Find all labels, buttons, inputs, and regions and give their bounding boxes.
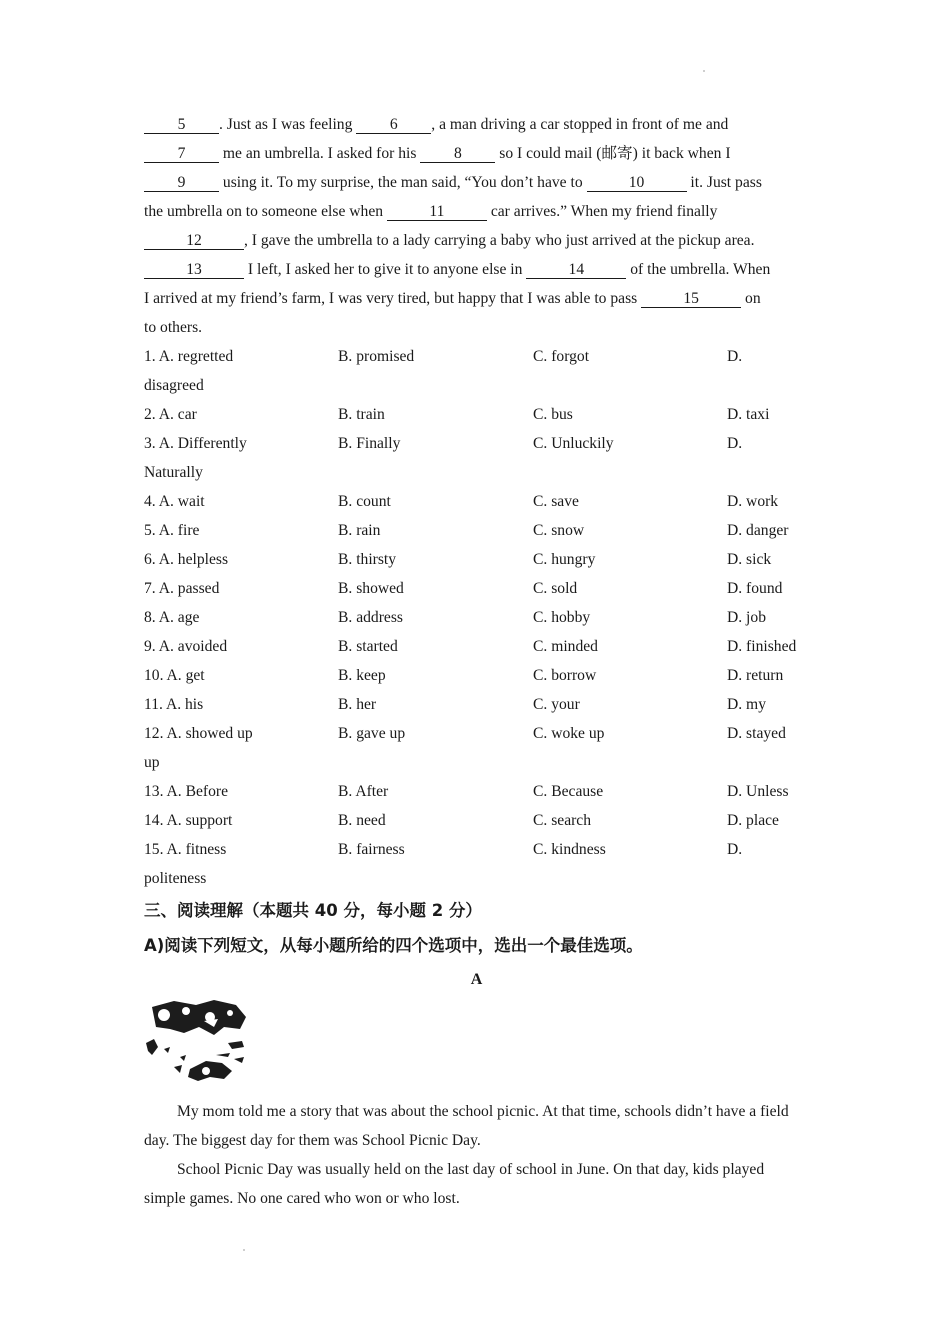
option-c: C. kindness	[533, 841, 606, 858]
blank-11: 11	[387, 204, 487, 221]
option-b: B. After	[338, 783, 389, 800]
passage-text: , a man driving a car stopped in front of me and	[431, 116, 729, 133]
question-row	[144, 487, 809, 516]
option-c: C. snow	[533, 522, 585, 539]
cloze-passage	[144, 110, 809, 342]
question-row	[144, 719, 809, 748]
option-b: B. address	[338, 609, 403, 626]
passage-text: on	[741, 290, 761, 307]
question-row	[144, 661, 809, 690]
option-a: 1. A. regretted	[144, 348, 234, 365]
option-d: D. return	[727, 667, 784, 684]
blank-5: 5	[144, 117, 219, 134]
option-a: 14. A. support	[144, 812, 233, 829]
passage-text: I arrived at my friend’s farm, I was very tired, but happy that I was able to pass	[144, 290, 642, 307]
passage-text: using it. To my surprise, the man said, “You don’t have to	[219, 174, 587, 191]
option-c: C. hungry	[533, 551, 596, 568]
blank-13: 13	[144, 262, 244, 279]
option-a: 2. A. car	[144, 406, 197, 423]
option-a: 10. A. get	[144, 667, 205, 684]
passage-line	[144, 168, 809, 197]
option-c: C. Unluckily	[533, 435, 614, 452]
blank-7: 7	[144, 146, 219, 163]
blank-10: 10	[587, 175, 687, 192]
question-row	[144, 342, 809, 371]
question-list	[144, 342, 809, 893]
option-d: D. sick	[727, 551, 772, 568]
option-c: C. forgot	[533, 348, 590, 365]
option-d: D.	[727, 841, 743, 858]
option-a: 9. A. avoided	[144, 638, 228, 655]
option-b: B. promised	[338, 348, 415, 365]
option-d: D. stayed	[727, 725, 786, 742]
option-c: C. hobby	[533, 609, 591, 626]
option-b: B. need	[338, 812, 386, 829]
option-c: C. minded	[533, 638, 598, 655]
option-d: D. work	[727, 493, 779, 510]
passage-text: me an umbrella. I asked for his	[219, 145, 421, 162]
option-b: B. fairness	[338, 841, 405, 858]
picnic-image	[144, 997, 254, 1092]
passage-text: car arrives.” When my friend finally	[486, 203, 718, 220]
passage-text: it. Just pass	[686, 174, 762, 191]
option-b: B. train	[338, 406, 385, 423]
option-a: 7. A. passed	[144, 580, 220, 597]
option-a: 4. A. wait	[144, 493, 205, 510]
option-c: C. woke up	[533, 725, 605, 742]
option-a: 8. A. age	[144, 609, 200, 626]
option-b: B. her	[338, 696, 377, 713]
blank-8: 8	[420, 146, 495, 163]
passage-line	[144, 139, 809, 168]
option-d: D. danger	[727, 522, 789, 539]
passage-text: , I gave the umbrella to a lady carrying a baby who just arrived at the pickup area.	[244, 232, 755, 249]
option-d: D.	[727, 435, 743, 452]
passage-label: A	[470, 971, 483, 988]
option-a: 3. A. Differently	[144, 435, 247, 452]
blank-9: 9	[144, 175, 219, 192]
option-d: D. place	[727, 812, 779, 829]
speck	[243, 1249, 245, 1251]
picnic-illustration	[144, 997, 809, 1097]
speck	[703, 70, 705, 72]
option-a: 5. A. fire	[144, 522, 200, 539]
option-b: B. rain	[338, 522, 381, 539]
passage-line	[144, 284, 809, 313]
option-d: D. job	[727, 609, 766, 626]
option-d: D.	[727, 348, 743, 365]
passage-text: of the umbrella. When	[626, 261, 771, 278]
passage-line	[144, 226, 809, 255]
question-row	[144, 806, 809, 835]
passage-text: . Just as I was feeling	[219, 116, 357, 133]
option-c: C. borrow	[533, 667, 597, 684]
option-b: B. gave up	[338, 725, 406, 742]
question-row	[144, 400, 809, 429]
question-row	[144, 632, 809, 661]
document-page	[144, 110, 809, 1213]
option-d: D. Unless	[727, 783, 789, 800]
option-d-wrap: politeness	[144, 870, 207, 887]
option-a: 15. A. fitness	[144, 841, 227, 858]
option-b: B. thirsty	[338, 551, 397, 568]
option-c: C. sold	[533, 580, 578, 597]
blank-6: 6	[356, 117, 431, 134]
passage-text: so I could mail (邮寄) it back when I	[495, 145, 731, 162]
question-row	[144, 574, 809, 603]
question-row	[144, 690, 809, 719]
option-d-wrap: disagreed	[144, 377, 204, 394]
passage-line	[144, 313, 809, 342]
option-a: 12. A. showed up	[144, 725, 253, 742]
option-b: B. keep	[338, 667, 386, 684]
section-instruction: A)阅读下列短文，从每小题所给的四个选项中，选出一个最佳选项。	[144, 936, 643, 955]
option-c: C. Because	[533, 783, 604, 800]
option-a: 11. A. his	[144, 696, 204, 713]
option-c: C. your	[533, 696, 580, 713]
reading-paragraph-1: My mom told me a story that was about the school picnic. At that time, schools didn’t have a field day. The biggest day for them was School Picnic Day.	[144, 1103, 789, 1149]
question-row	[144, 835, 809, 864]
option-d: D. taxi	[727, 406, 770, 423]
option-b: B. count	[338, 493, 391, 510]
passage-text: I left, I asked her to give it to anyone else in	[244, 261, 527, 278]
option-c: C. search	[533, 812, 592, 829]
question-row	[144, 603, 809, 632]
option-c: C. save	[533, 493, 579, 510]
option-b: B. started	[338, 638, 398, 655]
blank-14: 14	[526, 262, 626, 279]
blank-15: 15	[641, 291, 741, 308]
passage-line	[144, 110, 809, 139]
passage-line	[144, 197, 809, 226]
option-a: 13. A. Before	[144, 783, 229, 800]
blank-12: 12	[144, 233, 244, 250]
option-a: 6. A. helpless	[144, 551, 229, 568]
option-b: B. Finally	[338, 435, 401, 452]
question-row	[144, 777, 809, 806]
question-row	[144, 545, 809, 574]
reading-paragraph-2: School Picnic Day was usually held on the last day of school in June. On that day, kids played simple games. No one cared who won or who lost.	[144, 1161, 765, 1207]
option-c: C. bus	[533, 406, 573, 423]
passage-text: to others.	[144, 319, 203, 336]
option-b: B. showed	[338, 580, 404, 597]
option-a-wrap: up	[144, 754, 160, 771]
question-row	[144, 516, 809, 545]
option-d-wrap: Naturally	[144, 464, 203, 481]
passage-text: the umbrella on to someone else when	[144, 203, 387, 220]
option-d: D. my	[727, 696, 766, 713]
option-d: D. found	[727, 580, 783, 597]
option-d: D. finished	[727, 638, 797, 655]
passage-line	[144, 255, 809, 284]
question-row	[144, 429, 809, 458]
section-title: 三、阅读理解（本题共 40 分，每小题 2 分）	[144, 901, 482, 920]
